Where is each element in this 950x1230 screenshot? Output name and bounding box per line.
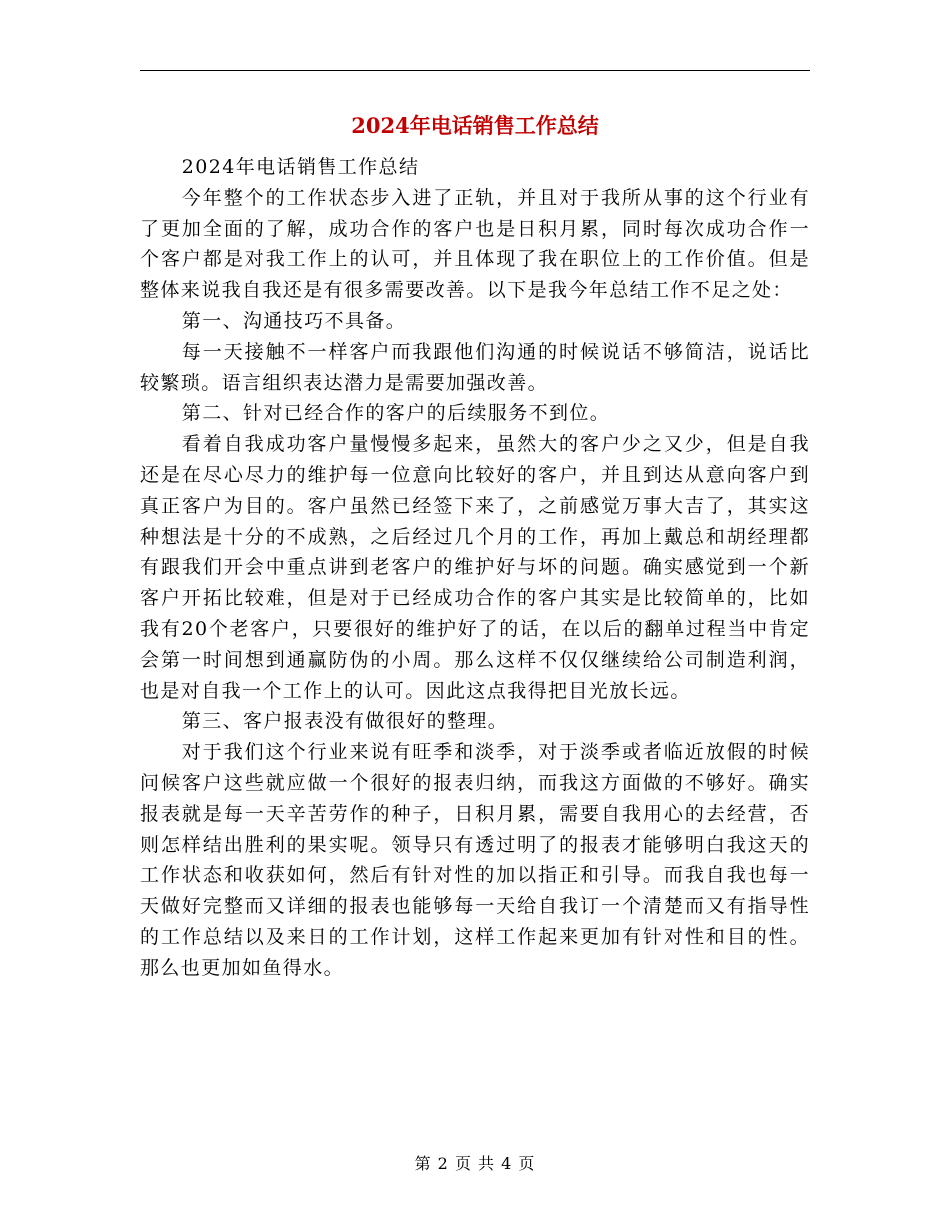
section-heading-2: 第二、针对已经合作的客户的后续服务不到位。 — [181, 402, 611, 425]
section-heading-1: 第一、沟通技巧不具备。 — [181, 309, 407, 332]
paragraph-section-1: 每一天接触不一样客户而我跟他们沟通的时候说话不够简洁，说话比较繁琐。语言组织表达潜力是需要加强改善。 — [140, 340, 810, 394]
document-body — [140, 152, 810, 984]
page-number-footer: 第 2 页 共 4 页 — [414, 1154, 536, 1173]
document-title: 2024年电话销售工作总结 — [351, 113, 599, 138]
paragraph-section-3: 对于我们这个行业来说有旺季和淡季，对于淡季或者临近放假的时候问候客户这些就应做一个很好的报表归纳，而我这方面做的不够好。确实报表就是每一天辛苦劳作的种子，日积月累，需要自我用心的去经营，否则怎样结出胜利的果实呢。领导只有透过明了的报表才能够明白我这天的工作状态和收获如何，然后有针对性的加以指正和引导。而我自我也每一天做好完整而又详细的报表也能够每一天给自我订一个清楚而又有指导性的工作总结以及来日的工作计划，这样工作起来更加有针对性和目的性。那么也更加如鱼得水。 — [140, 741, 810, 979]
paragraph-section-2: 看着自我成功客户量慢慢多起来，虽然大的客户少之又少，但是自我还是在尽心尽力的维护每一位意向比较好的客户，并且到达从意向客户到真正客户为目的。客户虽然已经签下来了，之前感觉万事大吉了，其实这种想法是十分的不成熟，之后经过几个月的工作，再加上戴总和胡经理都有跟我们开会中重点讲到老客户的维护好与坏的问题。确实感觉到一个新客户开拓比较难，但是对于已经成功合作的客户其实是比较简单的，比如我有20个老客户，只要很好的维护好了的话，在以后的翻单过程当中肯定会第一时间想到通赢防伪的小周。那么这样不仅仅继续给公司制造利润，也是对自我一个工作上的认可。因此这点我得把目光放长远。 — [140, 433, 810, 702]
paragraph-subtitle: 2024年电话销售工作总结 — [181, 156, 420, 178]
header-rule — [140, 70, 810, 71]
section-heading-3: 第三、客户报表没有做很好的整理。 — [181, 710, 509, 733]
paragraph-intro: 今年整个的工作状态步入进了正轨，并且对于我所从事的这个行业有了更加全面的了解，成功合作的客户也是日积月累，同时每次成功合作一个客户都是对我工作上的认可，并且体现了我在职位上的工作价值。但是整体来说我自我还是有很多需要改善。以下是我今年总结工作不足之处： — [140, 186, 810, 302]
